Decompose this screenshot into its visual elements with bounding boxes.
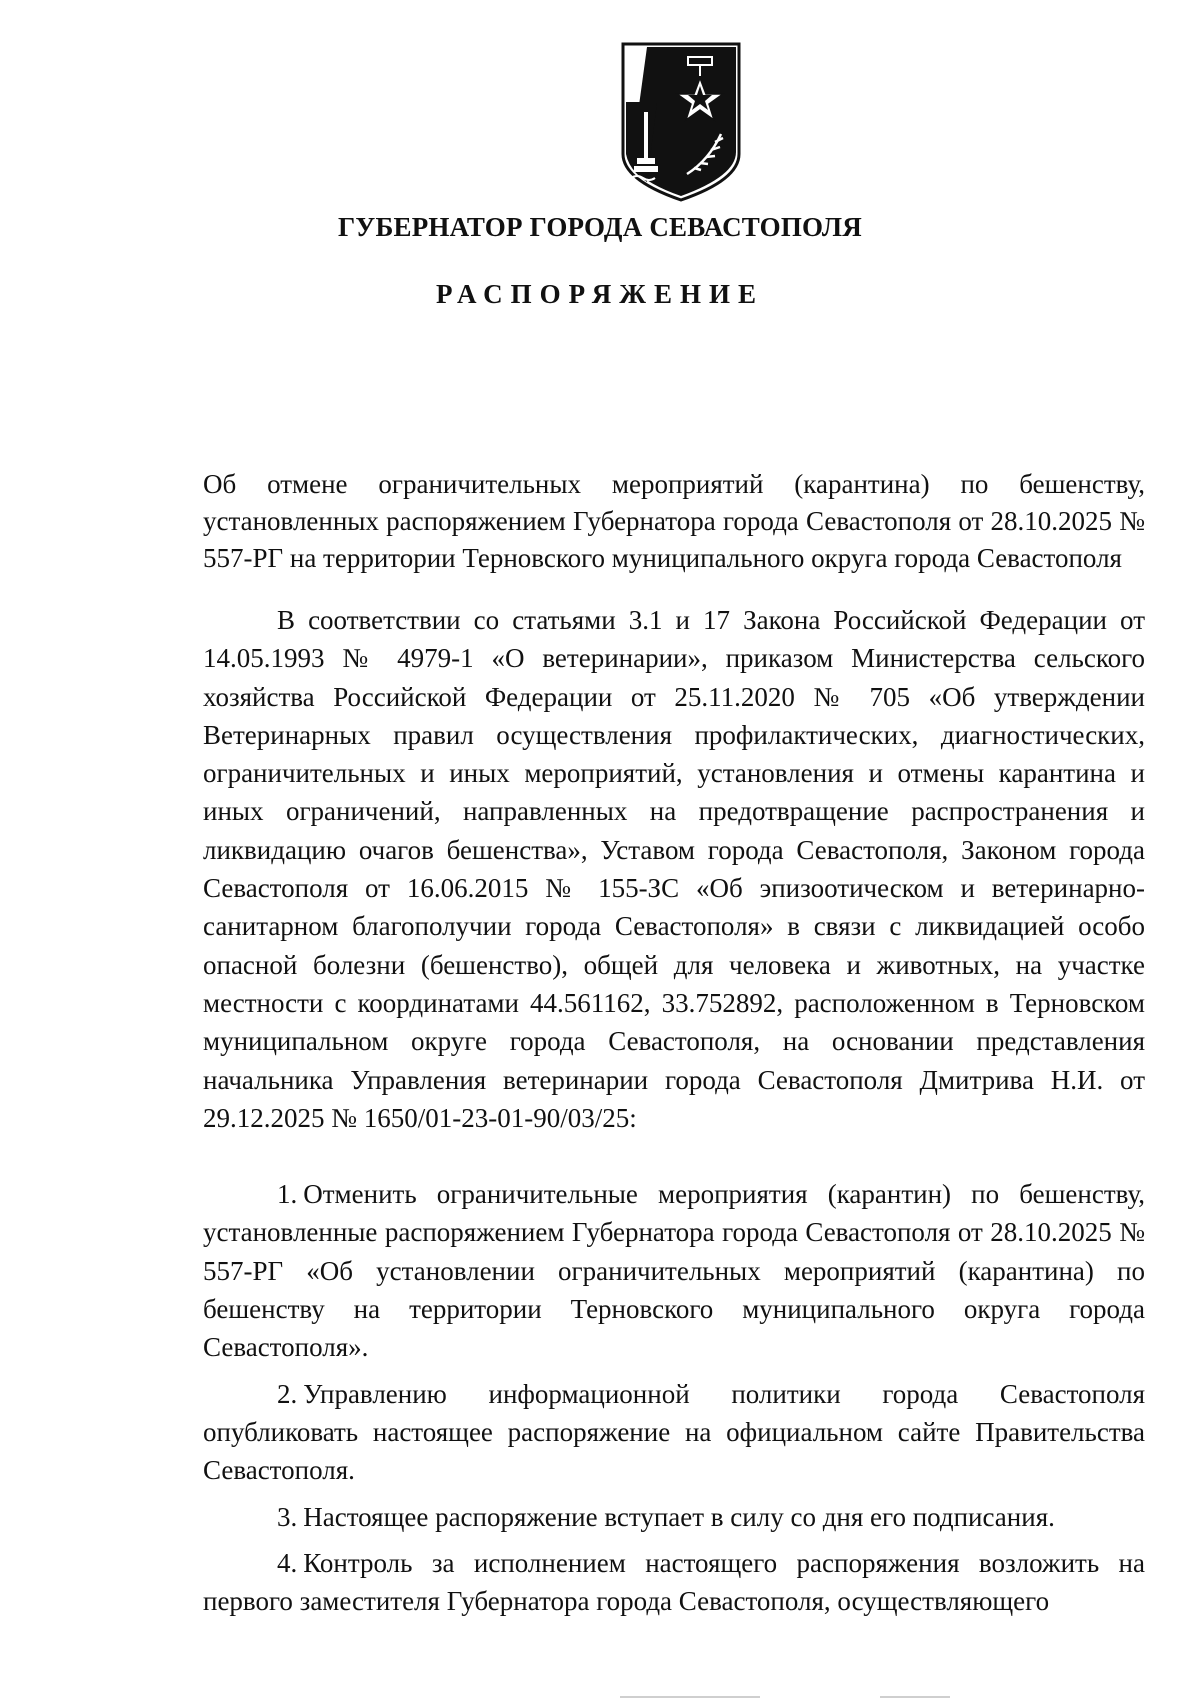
document-type-heading: РАСПОРЯЖЕНИЕ <box>435 279 765 309</box>
sevastopol-coat-of-arms-icon <box>617 42 745 202</box>
document-body <box>203 601 1145 1628</box>
issuing-authority-title: ГУБЕРНАТОР ГОРОДА СЕВАСТОПОЛЯ <box>338 212 862 242</box>
item-number: 2. <box>277 1378 298 1409</box>
list-item <box>203 1498 1145 1536</box>
item-number: 3. <box>277 1501 298 1532</box>
list-item <box>203 1175 1145 1366</box>
list-item <box>203 1375 1145 1490</box>
item-number: 4. <box>277 1547 298 1578</box>
item-text: Контроль за исполнением настоящего распоряжения возложить на первого заместителя Губернатора города Севастополя, осуществляющего <box>203 1547 1145 1617</box>
item-number: 1. <box>277 1179 298 1210</box>
scan-artifact-line <box>620 1696 760 1698</box>
item-text: Настоящее распоряжение вступает в силу со дня его подписания. <box>303 1501 1055 1532</box>
document-subject: Об отмене ограничительных мероприятий (карантина) по бешенству, установленных распоряжением Губернатора города Севастополя от 28.10.2025 № 557-РГ на территории Терновского муниципального округа города Севастополя <box>203 469 1145 573</box>
preamble-paragraph: В соответствии со статьями 3.1 и 17 Закона Российской Федерации от 14.05.1993 № 4979-1 «О ветеринарии», приказом Министерства сельского хозяйства Российской Федерации от 25.11.2020 № 705 «Об утверждении Ветеринарных правил осуществления профилактических, диагностических, ограничительных и иных мероприятий, установления и отмены карантина и иных ограничений, направленных на предотвращение распространения и ликвидацию очагов бешенства», Уставом города Севастополя, Законом города Севастополя от 16.06.2015 № 155-ЗС «Об эпизоотическом и ветеринарно-санитарном благополучии города Севастополя» в связи с ликвидацией особо опасной болезни (бешенство), общей для человека и животных, на участке местности с координатами 44.561162, 33.752892, расположенном в Терновском муниципальном округе города Севастополя, на основании представления начальника Управления ветеринарии города Севастополя Дмитрива Н.И. от 29.12.2025 № 1650/01-23-01-90/03/25: <box>203 605 1145 1133</box>
item-text: Отменить ограничительные мероприятия (карантин) по бешенству, установленные распоряжением Губернатора города Севастополя от 28.10.2025 № 557-РГ «Об установлении ограничительных мероприятий (карантина) по бешенству на территории Терновского муниципального округа города Севастополя». <box>203 1179 1145 1363</box>
list-item <box>203 1544 1145 1621</box>
scan-artifact-line <box>880 1696 950 1698</box>
item-text: Управлению информационной политики города Севастополя опубликовать настоящее распоряжение на официальном сайте Правительства Севастополя. <box>203 1378 1145 1486</box>
